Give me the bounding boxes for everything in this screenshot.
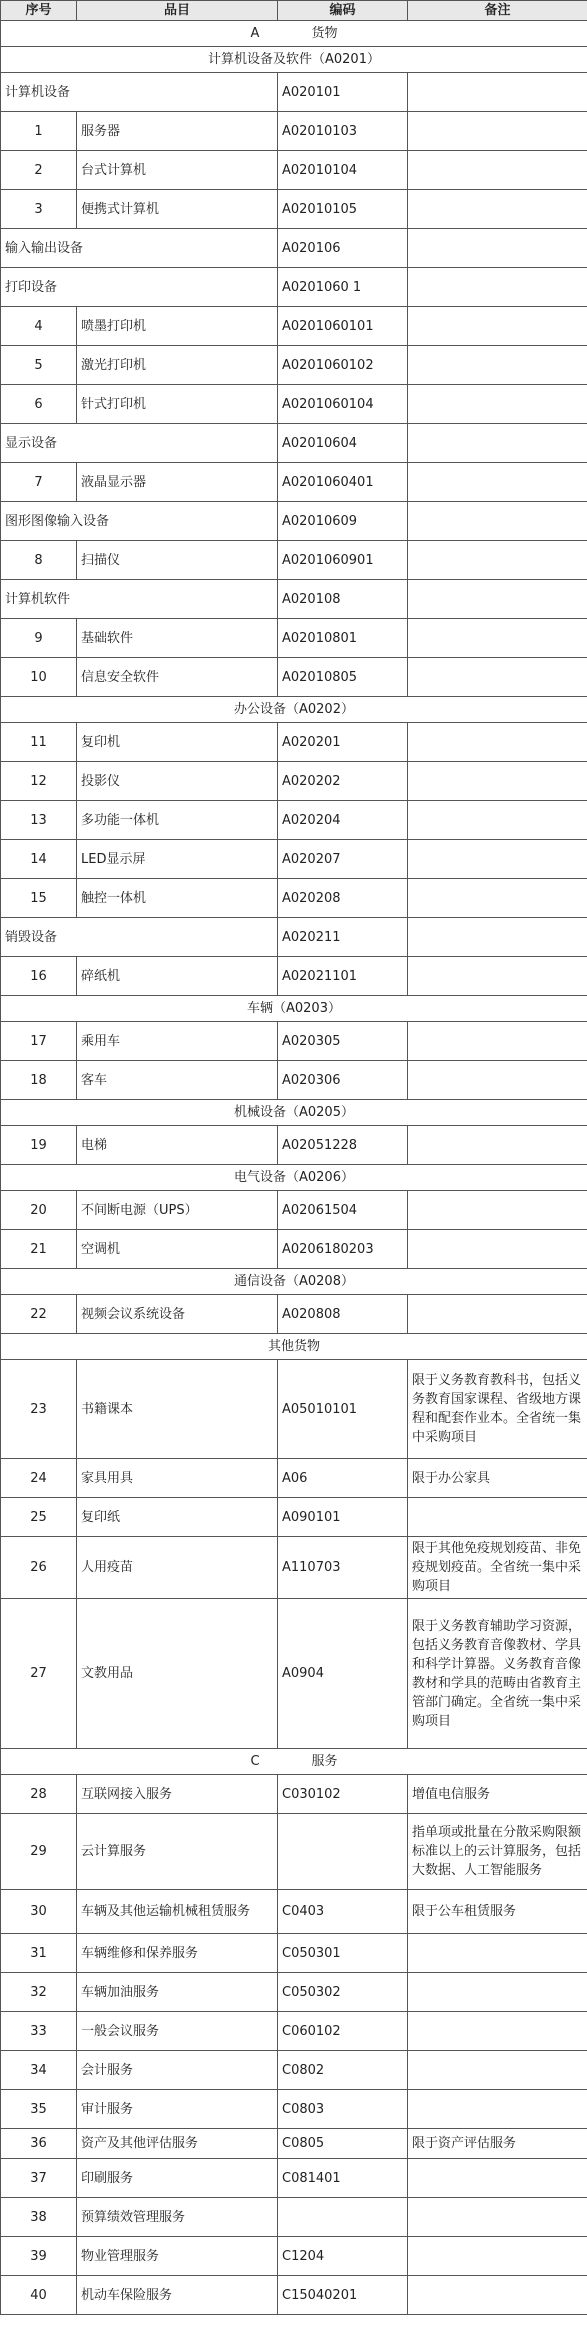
- table-row: [1, 1022, 587, 1061]
- item-name: 物业管理服务: [77, 2237, 278, 2276]
- row-number: 31: [1, 1934, 77, 1973]
- item-note: [408, 2276, 587, 2315]
- item-code: A0201060101: [278, 307, 408, 346]
- category-title: 计算机设备及软件（A0201）: [1, 47, 587, 73]
- item-name: 车辆及其他运输机械租赁服务: [77, 1890, 278, 1934]
- subcategory-row: [1, 229, 587, 268]
- item-note: 指单项或批量在分散采购限额标准以上的云计算服务，包括大数据、人工智能服务: [408, 1814, 587, 1890]
- item-note: [408, 723, 587, 762]
- row-number: 30: [1, 1890, 77, 1934]
- row-number: 38: [1, 2198, 77, 2237]
- table-row: [1, 1775, 587, 1814]
- table-row: [1, 1459, 587, 1498]
- row-number: 2: [1, 151, 77, 190]
- item-name: 书籍课本: [77, 1360, 278, 1459]
- item-name: 扫描仪: [77, 541, 278, 580]
- row-number: 36: [1, 2129, 77, 2159]
- item-note: [408, 1061, 587, 1100]
- subcategory-row: [1, 918, 587, 957]
- item-note: 限于义务教育辅助学习资源，包括义务教育音像教材、学具和科学计算器。义务教育音像教材和学具的范畴由省教育主管部门确定。全省统一集中采购项目: [408, 1599, 587, 1749]
- item-name: 审计服务: [77, 2090, 278, 2129]
- header-row: [1, 1, 587, 21]
- subcategory-code: A0201060 1: [278, 268, 408, 307]
- row-number: 8: [1, 541, 77, 580]
- category-title: C 服务: [1, 1749, 587, 1775]
- table-row: [1, 2090, 587, 2129]
- table-row: [1, 1126, 587, 1165]
- category-row: [1, 21, 587, 47]
- item-name: 基础软件: [77, 619, 278, 658]
- item-code: A020202: [278, 762, 408, 801]
- item-note: [408, 840, 587, 879]
- row-number: 10: [1, 658, 77, 697]
- row-number: 37: [1, 2159, 77, 2198]
- item-code: C0403: [278, 1890, 408, 1934]
- row-number: 1: [1, 112, 77, 151]
- table-row: [1, 1295, 587, 1334]
- item-note: [408, 463, 587, 502]
- table-row: [1, 1537, 587, 1599]
- subcategory-code: A020108: [278, 580, 408, 619]
- item-note: [408, 541, 587, 580]
- subcategory-name: 输入输出设备: [1, 229, 278, 268]
- item-code: A110703: [278, 1537, 408, 1599]
- item-note: [408, 151, 587, 190]
- category-title: 办公设备（A0202）: [1, 697, 587, 723]
- item-code: C050302: [278, 1973, 408, 2012]
- subcategory-row: [1, 73, 587, 112]
- item-name: 针式打印机: [77, 385, 278, 424]
- item-name: 一般会议服务: [77, 2012, 278, 2051]
- item-note: [408, 1230, 587, 1269]
- item-code: A02051228: [278, 1126, 408, 1165]
- subcategory-note-empty: [408, 502, 587, 541]
- item-name: 印刷服务: [77, 2159, 278, 2198]
- item-code: A02021101: [278, 957, 408, 996]
- category-title: 电气设备（A0206）: [1, 1165, 587, 1191]
- table-row: [1, 1934, 587, 1973]
- row-number: 24: [1, 1459, 77, 1498]
- item-note: [408, 801, 587, 840]
- row-number: 17: [1, 1022, 77, 1061]
- item-code: A020201: [278, 723, 408, 762]
- item-code: A02010104: [278, 151, 408, 190]
- item-note: [408, 1295, 587, 1334]
- category-row: [1, 1165, 587, 1191]
- table-row: [1, 2276, 587, 2315]
- item-name: LED显示屏: [77, 840, 278, 879]
- item-note: 增值电信服务: [408, 1775, 587, 1814]
- table-row: [1, 1814, 587, 1890]
- item-note: 限于办公家具: [408, 1459, 587, 1498]
- category-title: 其他货物: [1, 1334, 587, 1360]
- category-row: [1, 47, 587, 73]
- table-row: [1, 1890, 587, 1934]
- item-name: 电梯: [77, 1126, 278, 1165]
- subcategory-code: A02010609: [278, 502, 408, 541]
- item-note: [408, 619, 587, 658]
- item-note: [408, 1126, 587, 1165]
- subcategory-name: 显示设备: [1, 424, 278, 463]
- table-row: [1, 840, 587, 879]
- header-no: 序号: [1, 1, 77, 21]
- item-name: 复印机: [77, 723, 278, 762]
- category-row: [1, 1269, 587, 1295]
- item-note: [408, 1973, 587, 2012]
- item-note: [408, 1498, 587, 1537]
- item-name: 车辆加油服务: [77, 1973, 278, 2012]
- item-code: A0206180203: [278, 1230, 408, 1269]
- item-code: A020305: [278, 1022, 408, 1061]
- table-row: [1, 2129, 587, 2159]
- row-number: 9: [1, 619, 77, 658]
- subcategory-row: [1, 268, 587, 307]
- item-name: 人用疫苗: [77, 1537, 278, 1599]
- item-note: [408, 346, 587, 385]
- table-row: [1, 723, 587, 762]
- item-code: C050301: [278, 1934, 408, 1973]
- item-code: A0201060901: [278, 541, 408, 580]
- item-code: A020204: [278, 801, 408, 840]
- subcategory-code: A02010604: [278, 424, 408, 463]
- item-code: A0201060102: [278, 346, 408, 385]
- item-code: C081401: [278, 2159, 408, 2198]
- row-number: 28: [1, 1775, 77, 1814]
- subcategory-name: 计算机软件: [1, 580, 278, 619]
- item-note: [408, 190, 587, 229]
- category-row: [1, 1749, 587, 1775]
- row-number: 4: [1, 307, 77, 346]
- row-number: 29: [1, 1814, 77, 1890]
- item-note: [408, 2012, 587, 2051]
- item-note: [408, 1934, 587, 1973]
- table-row: [1, 1191, 587, 1230]
- item-code: A02061504: [278, 1191, 408, 1230]
- item-code: C0803: [278, 2090, 408, 2129]
- table-row: [1, 1360, 587, 1459]
- row-number: 7: [1, 463, 77, 502]
- table-row: [1, 2159, 587, 2198]
- item-note: [408, 2237, 587, 2276]
- table-row: [1, 385, 587, 424]
- row-number: 13: [1, 801, 77, 840]
- row-number: 23: [1, 1360, 77, 1459]
- table-row: [1, 957, 587, 996]
- item-code: C060102: [278, 2012, 408, 2051]
- subcategory-row: [1, 424, 587, 463]
- item-note: [408, 307, 587, 346]
- table-row: [1, 879, 587, 918]
- item-name: 会计服务: [77, 2051, 278, 2090]
- category-title: 机械设备（A0205）: [1, 1100, 587, 1126]
- item-code: A020306: [278, 1061, 408, 1100]
- table-row: [1, 762, 587, 801]
- item-note: [408, 1191, 587, 1230]
- item-code: A020808: [278, 1295, 408, 1334]
- item-name: 喷墨打印机: [77, 307, 278, 346]
- subcategory-note-empty: [408, 73, 587, 112]
- row-number: 18: [1, 1061, 77, 1100]
- row-number: 39: [1, 2237, 77, 2276]
- row-number: 6: [1, 385, 77, 424]
- category-row: [1, 697, 587, 723]
- item-name: 信息安全软件: [77, 658, 278, 697]
- subcategory-name: 打印设备: [1, 268, 278, 307]
- item-note: [408, 957, 587, 996]
- table-row: [1, 1498, 587, 1537]
- item-name: 服务器: [77, 112, 278, 151]
- item-name: 文教用品: [77, 1599, 278, 1749]
- item-name: 空调机: [77, 1230, 278, 1269]
- table-row: [1, 2012, 587, 2051]
- row-number: 26: [1, 1537, 77, 1599]
- category-row: [1, 1100, 587, 1126]
- row-number: 21: [1, 1230, 77, 1269]
- subcategory-note-empty: [408, 268, 587, 307]
- row-number: 5: [1, 346, 77, 385]
- row-number: 27: [1, 1599, 77, 1749]
- table-row: [1, 2198, 587, 2237]
- item-code: A020207: [278, 840, 408, 879]
- item-name: 多功能一体机: [77, 801, 278, 840]
- table-row: [1, 658, 587, 697]
- item-code: A020208: [278, 879, 408, 918]
- table-row: [1, 1230, 587, 1269]
- item-name: 家具用具: [77, 1459, 278, 1498]
- row-number: 35: [1, 2090, 77, 2129]
- table-row: [1, 190, 587, 229]
- header-note: 备注: [408, 1, 587, 21]
- row-number: 19: [1, 1126, 77, 1165]
- table-row: [1, 2237, 587, 2276]
- item-note: [408, 2051, 587, 2090]
- subcategory-row: [1, 580, 587, 619]
- item-name: 复印纸: [77, 1498, 278, 1537]
- item-code: C15040201: [278, 2276, 408, 2315]
- subcategory-note-empty: [408, 424, 587, 463]
- table-row: [1, 463, 587, 502]
- item-code: A02010805: [278, 658, 408, 697]
- item-code: C1204: [278, 2237, 408, 2276]
- table-row: [1, 801, 587, 840]
- item-name: 云计算服务: [77, 1814, 278, 1890]
- row-number: 22: [1, 1295, 77, 1334]
- row-number: 33: [1, 2012, 77, 2051]
- item-name: 台式计算机: [77, 151, 278, 190]
- table-row: [1, 346, 587, 385]
- item-name: 乘用车: [77, 1022, 278, 1061]
- item-note: [408, 112, 587, 151]
- row-number: 11: [1, 723, 77, 762]
- subcategory-code: A020211: [278, 918, 408, 957]
- item-note: [408, 2090, 587, 2129]
- item-name: 激光打印机: [77, 346, 278, 385]
- category-title: 车辆（A0203）: [1, 996, 587, 1022]
- row-number: 3: [1, 190, 77, 229]
- table-row: [1, 151, 587, 190]
- item-note: 限于公车租赁服务: [408, 1890, 587, 1934]
- item-note: 限于义务教育教科书，包括义务教育国家课程、省级地方课程和配套作业本。全省统一集中采购项目: [408, 1360, 587, 1459]
- row-number: 20: [1, 1191, 77, 1230]
- item-name: 客车: [77, 1061, 278, 1100]
- item-code: C0805: [278, 2129, 408, 2159]
- item-code: A02010103: [278, 112, 408, 151]
- item-name: 便携式计算机: [77, 190, 278, 229]
- item-note: [408, 2159, 587, 2198]
- item-code: [278, 1814, 408, 1890]
- row-number: 12: [1, 762, 77, 801]
- item-code: A090101: [278, 1498, 408, 1537]
- row-number: 32: [1, 1973, 77, 2012]
- table-row: [1, 1599, 587, 1749]
- table-row: [1, 541, 587, 580]
- item-name: 投影仪: [77, 762, 278, 801]
- subcategory-row: [1, 502, 587, 541]
- item-name: 互联网接入服务: [77, 1775, 278, 1814]
- item-code: A06: [278, 1459, 408, 1498]
- subcategory-note-empty: [408, 918, 587, 957]
- item-note: 限于其他免疫规划疫苗、非免疫规划疫苗。全省统一集中采购项目: [408, 1537, 587, 1599]
- item-code: [278, 2198, 408, 2237]
- item-name: 预算绩效管理服务: [77, 2198, 278, 2237]
- item-name: 液晶显示器: [77, 463, 278, 502]
- item-name: 车辆维修和保养服务: [77, 1934, 278, 1973]
- item-code: C030102: [278, 1775, 408, 1814]
- table-row: [1, 619, 587, 658]
- subcategory-note-empty: [408, 580, 587, 619]
- item-note: [408, 762, 587, 801]
- item-code: A02010105: [278, 190, 408, 229]
- category-title: A 货物: [1, 21, 587, 47]
- item-code: A05010101: [278, 1360, 408, 1459]
- item-note: [408, 2198, 587, 2237]
- item-note: [408, 658, 587, 697]
- item-code: C0802: [278, 2051, 408, 2090]
- item-code: A0201060401: [278, 463, 408, 502]
- item-code: A0904: [278, 1599, 408, 1749]
- table-row: [1, 112, 587, 151]
- row-number: 25: [1, 1498, 77, 1537]
- row-number: 40: [1, 2276, 77, 2315]
- category-title: 通信设备（A0208）: [1, 1269, 587, 1295]
- item-name: 机动车保险服务: [77, 2276, 278, 2315]
- category-row: [1, 996, 587, 1022]
- row-number: 14: [1, 840, 77, 879]
- item-name: 碎纸机: [77, 957, 278, 996]
- header-item: 品目: [77, 1, 278, 21]
- item-name: 资产及其他评估服务: [77, 2129, 278, 2159]
- item-name: 触控一体机: [77, 879, 278, 918]
- table-row: [1, 307, 587, 346]
- category-row: [1, 1334, 587, 1360]
- subcategory-name: 销毁设备: [1, 918, 278, 957]
- table-row: [1, 2051, 587, 2090]
- row-number: 34: [1, 2051, 77, 2090]
- row-number: 15: [1, 879, 77, 918]
- table-row: [1, 1973, 587, 2012]
- item-note: [408, 879, 587, 918]
- item-note: [408, 385, 587, 424]
- subcategory-note-empty: [408, 229, 587, 268]
- item-note: 限于资产评估服务: [408, 2129, 587, 2159]
- item-note: [408, 1022, 587, 1061]
- subcategory-name: 图形图像输入设备: [1, 502, 278, 541]
- item-code: A0201060104: [278, 385, 408, 424]
- header-code: 编码: [278, 1, 408, 21]
- item-code: A02010801: [278, 619, 408, 658]
- subcategory-code: A020101: [278, 73, 408, 112]
- subcategory-name: 计算机设备: [1, 73, 278, 112]
- row-number: 16: [1, 957, 77, 996]
- item-name: 视频会议系统设备: [77, 1295, 278, 1334]
- table-row: [1, 1061, 587, 1100]
- item-name: 不间断电源（UPS）: [77, 1191, 278, 1230]
- subcategory-code: A020106: [278, 229, 408, 268]
